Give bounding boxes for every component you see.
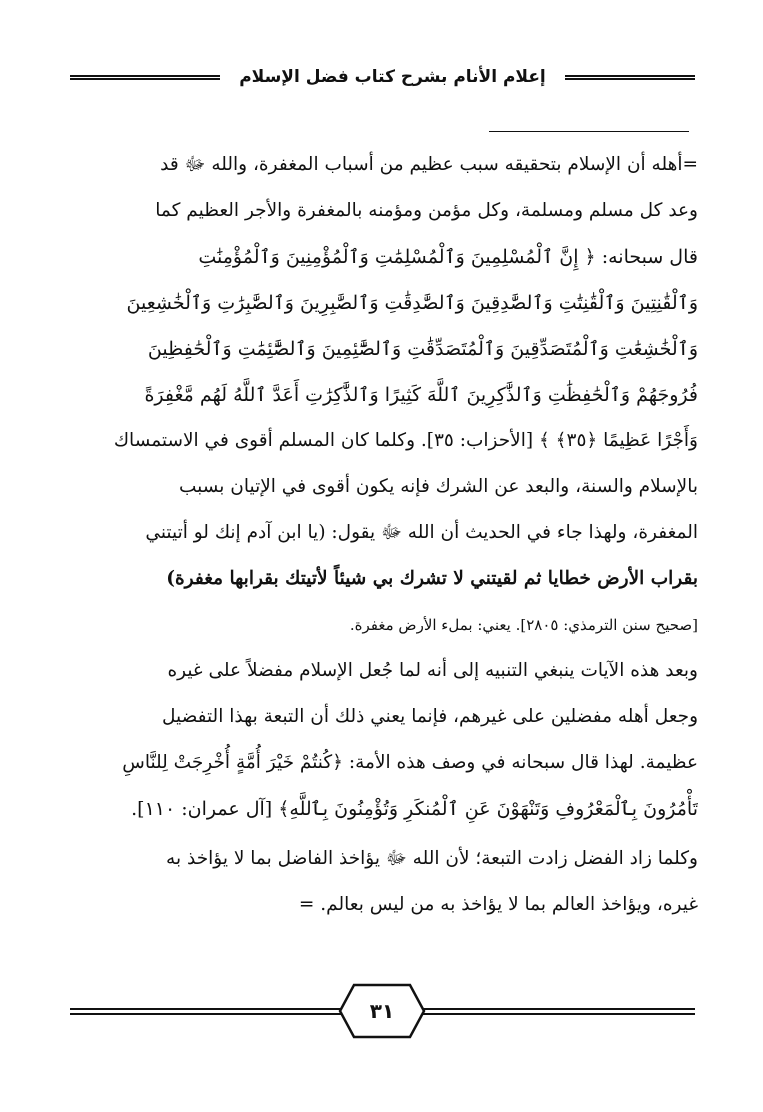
text-line: وجعل أهله مفضلين على غيرهم، فإنما يعني ذلك أن التبعة بهذا التفضيل [161,706,698,727]
footnote-body [66,142,698,928]
header-rule-left [70,75,220,80]
quran-verse-line: فُرُوجَهُمْ وَٱلْحَٰفِظَٰتِ وَٱلذَّٰكِرِينَ ٱللَّهَ كَثِيرًا وَٱلذَّٰكِرَٰتِ أَعَدَّ ٱللَّهُ لَهُم مَّغْفِرَةً [144,384,698,406]
text-line: =أهله أن الإسلام بتحقيقه سبب عظيم من أسباب المغفرة، والله ﷻ قد [160,154,698,175]
page-footer [70,978,695,1048]
hadith-line: بقراب الأرض خطايا ثم لقيتني لا تشرك بي شيئاً لأتيتك بقرابها مغفرة) [166,568,698,589]
quran-verse-line: قال سبحانه: ﴿ إِنَّ ٱلْمُسْلِمِينَ وَٱلْمُسْلِمَٰتِ وَٱلْمُؤْمِنِينَ وَٱلْمُؤْمِنَٰتِ [198,246,698,268]
text-line: وعد كل مسلم ومسلمة، وكل مؤمن ومؤمنه بالمغفرة والأجر العظيم كما [155,200,698,221]
header-rule-right [565,75,695,80]
text-line: وَأَجْرًا عَظِيمًا ﴿٣٥﴾ ﴾ [الأحزاب: ٣٥]. وكلما كان المسلم أقوى في الاستمساك [113,430,698,451]
running-header [70,62,695,92]
text-line: بالإسلام والسنة، والبعد عن الشرك فإنه يكون أقوى في الإتيان بسبب [179,476,698,497]
quran-verse-line: وَٱلْخَٰشِعَٰتِ وَٱلْمُتَصَدِّقِينَ وَٱلْمُتَصَدِّقَٰتِ وَٱلصَّٰٓئِمِينَ وَٱلصَّٰٓئِمَٰتِ وَٱلْحَٰفِظِينَ [147,338,698,360]
citation-line: [صحيح سنن الترمذي: ٢٨٠٥]. يعني: بملء الأرض مغفرة. [349,616,698,634]
quran-verse-line: تَأْمُرُونَ بِٱلْمَعْرُوفِ وَتَنْهَوْنَ عَنِ ٱلْمُنكَرِ وَتُؤْمِنُونَ بِٱللَّهِ﴾ [آل عمران: ١١٠]. [131,798,698,820]
text-line: وبعد هذه الآيات ينبغي التنبيه إلى أنه لما جُعل الإسلام مفضلاً على غيره [167,660,698,681]
text-line: غيره، ويؤاخذ العالم بما لا يؤاخذ به من ليس بعالم. = [298,894,698,915]
quran-verse-line: وَٱلْقَٰنِتِينَ وَٱلْقَٰنِتَٰتِ وَٱلصَّٰدِقِينَ وَٱلصَّٰدِقَٰتِ وَٱلصَّٰبِرِينَ وَٱلصَّٰبِرَٰتِ وَٱلْخَٰشِعِينَ [126,292,698,314]
text-line: وكلما زاد الفضل زادت التبعة؛ لأن الله ﷻ يؤاخذ الفاضل بما لا يؤاخذ به [166,848,698,869]
page-number: ٣١ [369,999,395,1023]
footnote-separator [489,131,689,132]
text-line: المغفرة، ولهذا جاء في الحديث أن الله ﷻ يقول: (يا ابن آدم إنك لو أتيتني [145,522,698,543]
text-line: عظيمة. لهذا قال سبحانه في وصف هذه الأمة: ﴿كُنتُمْ خَيْرَ أُمَّةٍ أُخْرِجَتْ لِلنَّاسِ [122,752,698,773]
book-title: إعلام الأنام بشرح كتاب فضل الإسلام [239,67,546,87]
